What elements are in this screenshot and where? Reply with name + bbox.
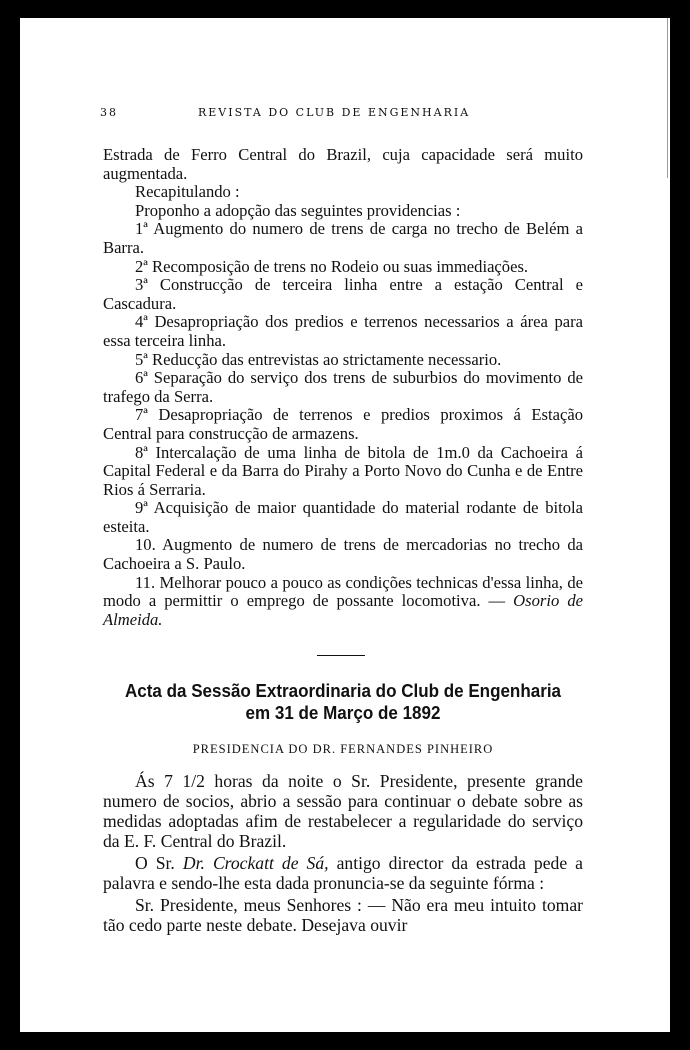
speaker-intro-before: O Sr. <box>135 853 175 874</box>
speaker-intro <box>103 853 583 893</box>
report-item: 8ª Intercalação de uma linha de bitola de 1m.0 da Cachoeira á Capital Federal e da Barra do Pirahy a Porto Novo do Cunha e de Entre Rios á Serraria. <box>103 442 583 499</box>
report-line: Estrada de Ferro Central do Brazil, cuja capacidade será muito augmentada. <box>103 145 583 183</box>
report-item: 2ª Recomposição de trens no Rodeio ou suas immediações. <box>135 256 529 276</box>
speaker-intro-after: antigo director da estrada pede a palavra e sendo-lhe esta dada pronuncia-se da seguinte fórma : <box>103 853 583 894</box>
running-title: REVISTA DO CLUB DE ENGENHARIA <box>198 106 471 119</box>
minutes-title-line2: em 31 de Março de 1892 <box>245 702 441 724</box>
report-line: Proponho a adopção das seguintes providencias : <box>135 200 461 220</box>
report-line: Recapitulando : <box>135 182 240 202</box>
page-edge-rule <box>667 18 668 178</box>
report-item: 1ª Augmento do numero de trens de carga no trecho de Belém a Barra. <box>103 219 583 257</box>
speaker-name: Dr. Crockatt de Sá, <box>182 853 329 874</box>
report-item-text: 11. Melhorar pouco a pouco as condições technicas d'essa linha, de modo a permittir o emprego de possante locomotiva. — <box>103 572 583 611</box>
page-number: 38 <box>100 106 118 119</box>
report-item-final <box>103 574 583 630</box>
report-item: 3ª Construcção de terceira linha entre a estação Central e Cascadura. <box>103 275 583 313</box>
report-item: 10. Augmento de numero de trens de mercadorias no trecho da Cachoeira a S. Paulo. <box>103 535 583 574</box>
presidency-line: PRESIDENCIA DO DR. FERNANDES PINHEIRO <box>192 742 494 757</box>
minutes-title-line1: Acta da Sessão Extraordinaria do Club de Engenharia <box>124 680 562 702</box>
minutes-text <box>103 771 583 935</box>
report-item: 9ª Acquisição de maior quantidade do material rodante de bitola esteita. <box>103 498 583 536</box>
page-body <box>103 146 583 937</box>
minutes-title <box>122 680 564 724</box>
report-item: 4ª Desapropriação dos predios e terrenos necessarios a área para essa terceira linha. <box>103 312 583 350</box>
speech-text: Sr. Presidente, meus Senhores : — Não era meu intuito tomar tão cedo parte neste debate. Desejava ouvir <box>103 895 583 936</box>
report-item: 7ª Desapropriação de terrenos e predios proximos á Estação Central para construcção de armazens. <box>103 405 583 443</box>
section-divider <box>317 655 365 656</box>
report-signature: Osorio de Almeida. <box>103 591 583 629</box>
minutes-paragraph: Ás 7 1/2 horas da noite o Sr. Presidente, presente grande numero de socios, abrio a sessão para continuar o debate sobre as medidas adoptadas afim de restabelecer a regularidade do serviço da E. F. Central do Brazil. <box>103 771 583 852</box>
report-item: 5ª Reducção das entrevistas ao strictamente necessario. <box>135 349 502 369</box>
document-page <box>20 18 670 1032</box>
report-item: 6ª Separação do serviço dos trens de suburbios do movimento de trafego da Serra. <box>103 368 583 406</box>
